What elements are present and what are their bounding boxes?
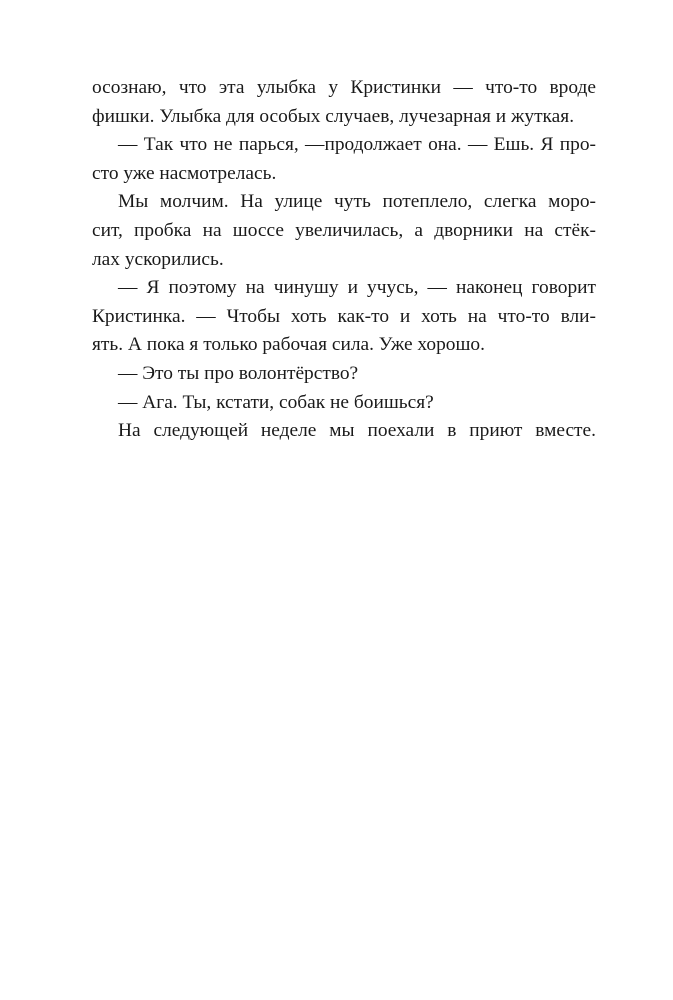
- text-line: — Ага. Ты, кстати, собак не боишься?: [118, 391, 434, 413]
- text-line: сит, пробка на шоссе увеличилась, а дворники на стёк-: [92, 219, 596, 241]
- text-line: — Это ты про волонтёрство?: [118, 362, 359, 384]
- text-line: — Так что не парься, —продолжает она. — Ешь. Я про-: [118, 134, 596, 156]
- text-line: — Я поэтому на чинушу и учусь, — наконец говорит: [118, 277, 596, 299]
- body-text: [92, 74, 596, 446]
- text-line: На следующей неделе мы поехали в приют вместе.: [118, 420, 596, 442]
- text-line: сто уже насмотрелась.: [92, 162, 277, 184]
- text-line: осознаю, что эта улыбка у Кристинки — что-то вроде: [92, 77, 596, 98]
- text-line: ять. А пока я только рабочая сила. Уже хорошо.: [92, 334, 485, 356]
- text-line: фишки. Улыбка для особых случаев, лучезарная и жуткая.: [92, 105, 575, 127]
- text-line: лах ускорились.: [92, 248, 224, 270]
- text-line: Кристинка. — Чтобы хоть как-то и хоть на что-то вли-: [92, 305, 596, 327]
- text-line: Мы молчим. На улице чуть потеплело, слегка моро-: [118, 191, 596, 213]
